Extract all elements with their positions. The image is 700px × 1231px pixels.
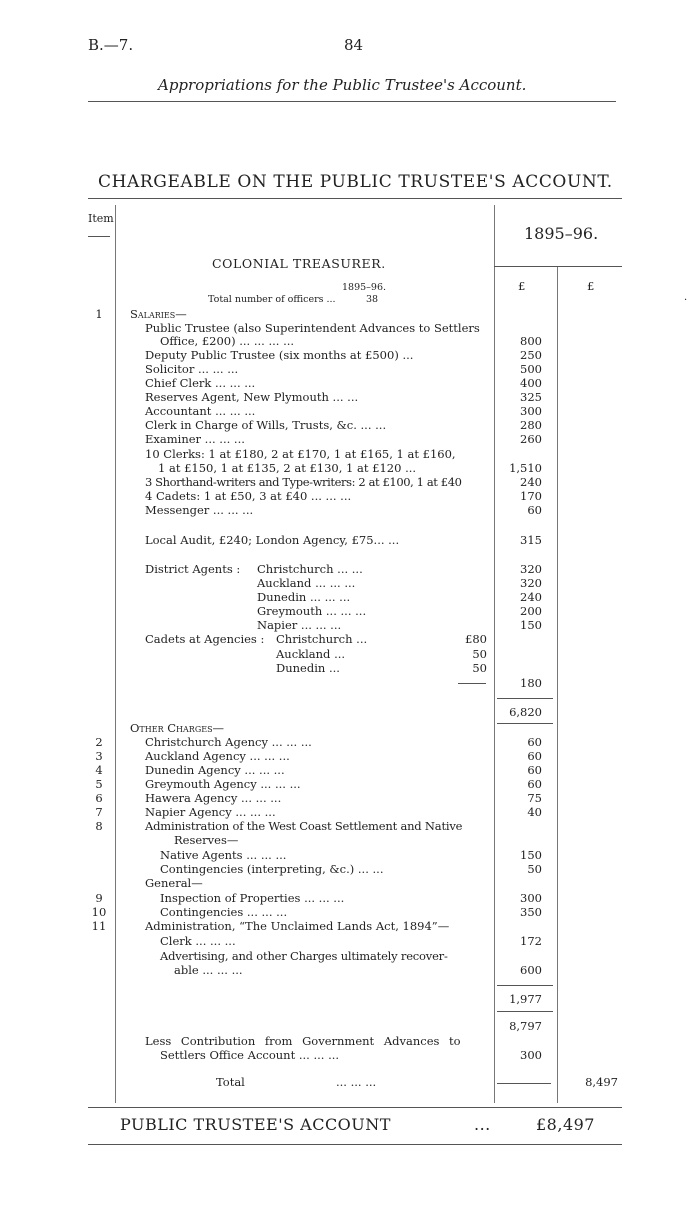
charge-line: Napier Agency ... ... ... [145,805,276,819]
item-number: 7 [95,805,103,819]
main-title: CHARGEABLE ON THE PUBLIC TRUSTEE'S ACCOUNT. [98,172,613,192]
cadet-agency: Auckland ... [276,647,346,661]
item-col-rule [115,205,116,1103]
amount-col-rule-b [557,266,558,1103]
salary-amount: 400 [520,376,542,390]
charge-amount: 350 [520,905,542,919]
salary-line: Reserves Agent, New Plymouth ... ... [145,390,359,404]
total-label: Total [216,1075,245,1089]
footer-top-rule [88,1107,622,1108]
less-contribution-line-2: Settlers Office Account ... ... ... [160,1048,340,1062]
salary-line: Office, £200) ... ... ... ... [160,334,295,348]
charge-line: Clerk ... ... ... [160,934,236,948]
salary-amount: 260 [520,432,542,446]
charge-line: Administration of the West Coast Settlement and Native [145,819,463,833]
item-number: 10 [91,905,107,919]
other-charges-sum-rule [497,985,553,986]
charge-line: Auckland Agency ... ... ... [145,749,290,763]
local-audit-amount: 315 [520,533,542,547]
salary-amount: 170 [520,489,542,503]
district-agent-amount: 320 [520,562,542,576]
year-column-header: 1895–96. [524,224,599,243]
item-hdr-rule [88,236,110,237]
salary-amount: 250 [520,348,542,362]
salary-amount: 1,510 [509,461,542,475]
salaries-heading: Salaries— [130,307,187,321]
charge-amount: 60 [527,763,542,777]
salary-line: Accountant ... ... ... [145,404,256,418]
cadet-amount: 50 [472,661,487,675]
subtotal: 8,797 [509,1019,542,1033]
salary-line: 3 Shorthand-writers and Type-writers: 2 at £100, 1 at £40 [145,475,462,489]
charge-line: Christchurch Agency ... ... ... [145,735,312,749]
charge-line: Dunedin Agency ... ... ... [145,763,285,777]
cadet-agency: Dunedin ... [276,661,340,675]
charge-line: Inspection of Properties ... ... ... [160,891,345,905]
item-number: 9 [95,891,103,905]
charge-amount: 60 [527,749,542,763]
charge-line: Hawera Agency ... ... ... [145,791,282,805]
salary-line: Clerk in Charge of Wills, Trusts, &c. ... ... [145,418,387,432]
less-contribution-amount: 300 [520,1048,542,1062]
total-leader: ... ... ... [336,1075,377,1089]
district-agent: Dunedin ... ... ... [257,590,351,604]
footer-label: PUBLIC TRUSTEE'S ACCOUNT [120,1115,391,1134]
item-column-header: Item [88,212,114,225]
salaries-total: 6,820 [509,705,542,719]
officers-year: 1895–96. [342,282,387,293]
district-agent-amount: 150 [520,618,542,632]
charge-line: Native Agents ... ... ... [160,848,287,862]
charge-line: Contingencies (interpreting, &c.) ... ... [160,862,384,876]
charge-line: General— [145,876,203,890]
table-top-rule [88,198,622,199]
item-number: 3 [95,749,103,763]
item-number: 6 [95,791,103,805]
item-number: 5 [95,777,103,791]
charge-line: Administration, “The Unclaimed Lands Act, 1894”— [145,919,450,933]
charge-amount: 60 [527,735,542,749]
total-rule [497,1083,551,1084]
district-agent: Napier ... ... ... [257,618,342,632]
salary-line: 4 Cadets: 1 at £50, 3 at £40 ... ... ... [145,489,352,503]
district-agent-amount: 320 [520,576,542,590]
department-heading: COLONIAL TREASURER. [212,256,386,271]
charge-amount: 75 [527,791,542,805]
charge-amount: 300 [520,891,542,905]
charge-amount: 60 [527,777,542,791]
cadets-sum-rule [458,683,486,684]
charge-amount: 150 [520,848,542,862]
salary-amount: 240 [520,475,542,489]
item-number: 2 [95,735,103,749]
salary-amount: 280 [520,418,542,432]
salary-amount: 325 [520,390,542,404]
item-number: 4 [95,763,103,777]
less-contribution-line-1: Less Contribution from Government Advances to [145,1034,461,1048]
other-charges-total-rule [497,1011,553,1012]
year-under-rule [494,266,622,267]
page-heading: Appropriations for the Public Trustee's Account. [158,76,527,94]
pound-sign-b: £ [587,279,595,293]
salary-line: Chief Clerk ... ... ... [145,376,256,390]
other-charges-total: 1,977 [509,992,542,1006]
header-rule [88,101,616,102]
salary-line: 1 at £150, 1 at £135, 2 at £130, 1 at £120 ... [158,461,417,475]
footer-leader: ... [474,1115,491,1134]
salary-line: Examiner ... ... ... [145,432,245,446]
charge-amount: 172 [520,934,542,948]
item-number: 11 [91,919,107,933]
district-agent: Christchurch ... ... [257,562,363,576]
district-agent-amount: 240 [520,590,542,604]
salary-line: 10 Clerks: 1 at £180, 2 at £170, 1 at £165, 1 at £160, [145,447,456,461]
district-agent: Greymouth ... ... ... [257,604,367,618]
charge-line: Reserves— [174,833,239,847]
charge-amount: 40 [527,805,542,819]
page-number: 84 [344,36,364,54]
salary-line: Solicitor ... ... ... [145,362,239,376]
charge-line: able ... ... ... [174,963,243,977]
local-audit-line: Local Audit, £240; London Agency, £75... ... [145,533,400,547]
charge-amount: 50 [527,862,542,876]
charge-line: Greymouth Agency ... ... ... [145,777,301,791]
grand-total: 8,497 [585,1075,618,1089]
item-number: 1 [95,307,103,321]
officers-count: 38 [366,294,379,305]
salary-amount: 60 [527,503,542,517]
district-agent: Auckland ... ... ... [257,576,356,590]
charge-line: Contingencies ... ... ... [160,905,288,919]
cadets-agencies-label: Cadets at Agencies : [145,632,265,646]
salary-amount: 800 [520,334,542,348]
footer-bottom-rule [88,1144,622,1145]
cadet-amount: 50 [472,647,487,661]
cadet-amount: £80 [465,632,487,646]
salary-line: Public Trustee (also Superintendent Advances to Settlers [145,321,480,335]
salary-line: Deputy Public Trustee (six months at £500) ... [145,348,414,362]
footer-amount: £8,497 [536,1115,595,1134]
district-agent-amount: 200 [520,604,542,618]
pound-sign-a: £ [518,279,526,293]
salary-amount: 500 [520,362,542,376]
item-number: 8 [95,819,103,833]
district-agents-label: District Agents : [145,562,241,576]
other-charges-heading: Other Charges— [130,721,225,735]
charge-amount: 600 [520,963,542,977]
margin-mark: · [684,295,688,306]
salary-line: Messenger ... ... ... [145,503,254,517]
document-id: B.—7. [88,36,134,54]
salaries-sum-rule [497,698,553,699]
charge-line: Advertising, and other Charges ultimately recover- [160,949,448,963]
amount-col-rule-a [494,205,495,1103]
salary-amount: 300 [520,404,542,418]
cadets-total: 180 [520,676,542,690]
salaries-total-rule [497,723,553,724]
officers-label: Total number of officers ... [208,294,336,305]
cadet-agency: Christchurch ... [276,632,368,646]
